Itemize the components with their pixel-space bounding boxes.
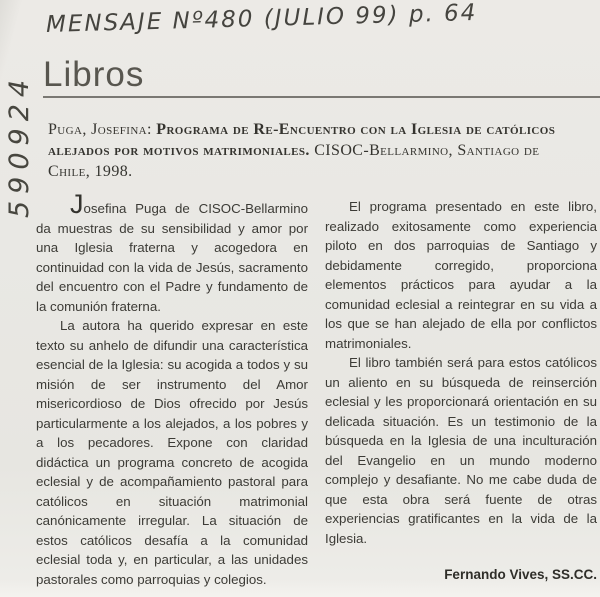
right-column (325, 197, 597, 589)
citation-author: Puga, Josefina: (48, 121, 152, 138)
paragraph: El libro también será para estos católicos un aliento en su búsqueda de reinserción eclesial y les proporcionará orientación en su delicada situación. Es un testimonio de la búsqueda en la Iglesia de una inculturación del Evangelio en un mundo moderno complejo y desafiante. No me cabe duda de que esta obra será fuente de otras experiencias gratificantes en la vida de la Iglesia. (325, 355, 597, 546)
header-rule (43, 96, 600, 98)
left-column (36, 189, 308, 589)
paragraph: Josefina Puga de CISOC-Bellarmino da muestras de su sensibilidad y amor por una Iglesia fraterna y acogedora en continuidad con la vida de Jesús, sacramento del encuentro con el Padre y fundamento de la comunión fraterna. (36, 189, 308, 314)
handwritten-issue-note: MENSAJE Nº480 (JULIO 99) p. 64 (45, 0, 478, 38)
paragraph: La autora ha querido expresar en este texto su anhelo de difundir una característica esencial de la Iglesia: su acogida a todos y su misión de ser instrumento del Amor misericordioso de Dios ofrecido por Jesús particularmente a los alejados, a los pobres y a los pecadores. Expone con claridad didáctica un programa concreto de acogida eclesial y de acompañamiento pastoral para católicos en situación matrimonial canónicamente irregular. La situación de estos católicos desafía a la comunidad eclesial toda y, en particular, a las unidades pastorales como parroquias y colegios. (36, 318, 308, 587)
book-citation (48, 119, 565, 182)
reviewer-signature: Fernando Vives, SS.CC. (444, 567, 597, 582)
handwritten-catalog-number: 590924 (4, 72, 35, 218)
article-body (36, 189, 597, 589)
citation-publisher: CISOC-Bellarmino, Santiago de Chile, 1998. (48, 142, 540, 180)
paragraph: El programa presentado en este libro, realizado exitosamente como experiencia piloto en dos parroquias de Santiago y debidamente corregido, proporciona elementos prácticos para ayudar a la comunidad eclesial a reintegrar en su vida a los que se han alejado de ella por conflictos matrimoniales. (325, 199, 597, 351)
section-title: Libros (43, 55, 145, 94)
citation-title: Programa de Re-Encuentro con la Iglesia de católicos alejados por motivos matrimoniales. (48, 121, 556, 159)
